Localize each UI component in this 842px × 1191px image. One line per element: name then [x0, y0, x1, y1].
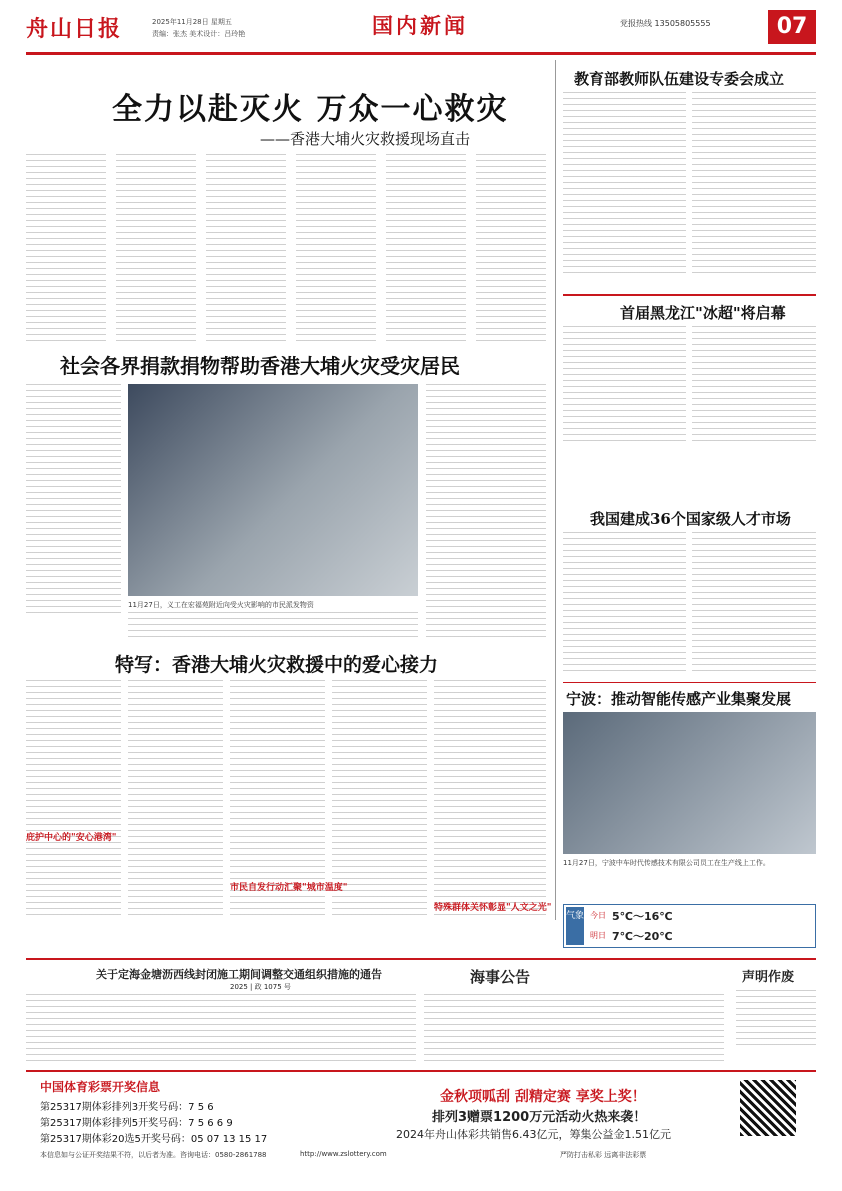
lottery-results — [40, 1100, 267, 1148]
lottery-rule — [26, 1070, 816, 1072]
lottery-highlight: 排列3赠票1200万元活动火热来袭！ — [432, 1110, 647, 1125]
lottery-brand: 中国体育彩票开奖信息 — [40, 1080, 161, 1094]
column-divider — [555, 60, 556, 920]
donation-body-col3 — [426, 384, 546, 639]
section-title: 国内新闻 — [372, 13, 468, 38]
lottery-line-2: 第25317期体彩排列5开奖号码：7 5 6 6 9 — [40, 1118, 233, 1129]
hlj-body-col1 — [563, 326, 686, 444]
lead-body-col6 — [476, 154, 546, 344]
road-notice-number: 2025 | 政 1075 号 — [230, 983, 291, 991]
lead-body-col5 — [386, 154, 466, 344]
void-notice-title: 声明作废 — [742, 970, 795, 985]
ningbo-headline: 宁波：推动智能传感产业集聚发展 — [566, 690, 792, 708]
lead-body-col3 — [206, 154, 286, 344]
lottery-sales: 2024年舟山体彩共销售6.43亿元，筹集公益金1.51亿元 — [396, 1128, 671, 1141]
masthead-rule — [26, 52, 816, 55]
weather-label: 气象 — [566, 907, 584, 945]
lottery-qr-code — [740, 1080, 796, 1136]
footer-note: 严防打击私彩 远离非法彩票 — [560, 1151, 647, 1159]
editors-credit: 责编：张杰 美术设计：吕玲艳 — [152, 30, 246, 38]
hlj-headline: 首届黑龙江"冰超"将启幕 — [620, 304, 786, 322]
road-notice-body — [26, 994, 416, 1064]
hotline-label: 党报热线 — [620, 19, 652, 28]
donation-body-col1 — [26, 384, 121, 614]
hlj-rule — [563, 294, 816, 296]
donation-headline: 社会各界捐款捐物帮助香港大埔火灾受灾居民 — [60, 354, 460, 378]
ningbo-photo — [563, 712, 816, 854]
weather-tomorrow-temp: 7℃～20℃ — [612, 930, 673, 943]
footer-site: http://www.zslottery.com — [300, 1150, 387, 1158]
talent-headline: 我国建成36个国家级人才市场 — [590, 510, 791, 528]
special-headline: 特写：香港大埔火灾救援中的爱心接力 — [115, 654, 439, 676]
issue-date: 2025年11月28日 — [152, 18, 209, 26]
masthead-meta — [152, 16, 245, 40]
talent-body-col2 — [692, 532, 816, 674]
page-number: 07 — [768, 10, 816, 44]
ningbo-caption: 11月27日，宁波中车时代传感技术有限公司员工在生产线上工作。 — [563, 859, 770, 867]
weather-tomorrow-label: 明日 — [590, 931, 606, 940]
edu-body-col1 — [563, 92, 686, 274]
special-body-col1 — [26, 680, 121, 920]
donation-photo — [128, 384, 418, 596]
issue-weekday: 星期五 — [210, 18, 232, 26]
weather-today-label: 今日 — [590, 911, 606, 920]
footer-text: 本信息如与公证开奖结果不符，以后者为准。咨询电话：0580-2861788 — [40, 1151, 267, 1159]
special-subhead-3: 特殊群体关怀彰显"人文之光" — [434, 903, 552, 913]
lead-body-col1 — [26, 154, 106, 344]
void-notice-body — [736, 990, 816, 1050]
edu-headline: 教育部教师队伍建设专委会成立 — [574, 70, 785, 88]
special-subhead-1: 庇护中心的"安心港湾" — [26, 833, 117, 843]
lead-body-col4 — [296, 154, 376, 344]
lead-subheadline: ——香港大埔火灾救援现场直击 — [260, 130, 471, 148]
lead-body-col2 — [116, 154, 196, 344]
special-subhead-2: 市民自发行动汇聚"城市温度" — [230, 883, 348, 893]
hotline-number: 13505805555 — [654, 19, 711, 28]
lottery-line-3: 第25317期体彩20选5开奖号码：05 07 13 15 17 — [40, 1134, 268, 1145]
newspaper-logo: 舟山日报 — [26, 16, 123, 42]
lead-headline: 全力以赴灭火 万众一心救灾 — [112, 92, 509, 127]
special-body-col5 — [434, 680, 546, 920]
ningbo-rule — [563, 682, 816, 683]
maritime-notice-title: 海事公告 — [470, 968, 531, 986]
notices-rule — [26, 958, 816, 960]
talent-body-col1 — [563, 532, 686, 674]
special-body-col2 — [128, 680, 223, 920]
hotline — [620, 18, 711, 29]
maritime-notice-body — [424, 994, 724, 1064]
donation-photo-caption: 11月27日，义工在宏福苑附近向受火灾影响的市民派发物资 — [128, 601, 314, 609]
donation-body-under-photo — [128, 612, 418, 638]
lottery-slogan: 金秋项呱刮 刮精定赛 享奖上奖！ — [440, 1089, 646, 1105]
edu-body-col2 — [692, 92, 816, 274]
road-notice-title: 关于定海金塘沥西线封闭施工期间调整交通组织措施的通告 — [96, 968, 382, 981]
lottery-line-1: 第25317期体彩排列3开奖号码：7 5 6 — [40, 1102, 214, 1113]
hlj-body-col2 — [692, 326, 816, 444]
weather-today-temp: 5℃～16℃ — [612, 910, 673, 923]
